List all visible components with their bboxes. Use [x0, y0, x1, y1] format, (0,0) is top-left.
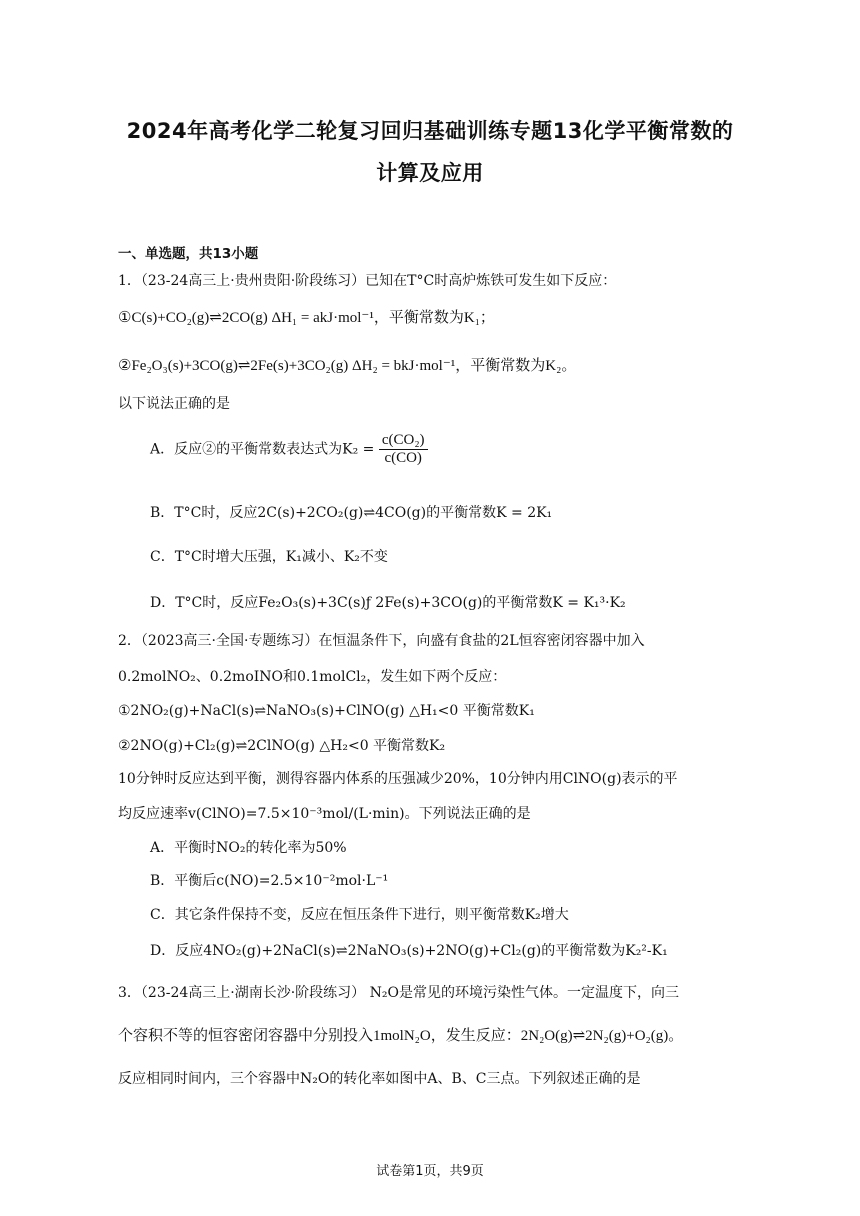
q1-option-b: B．T°C时，反应2C(s)+2CO₂(g)⇌4CO(g)的平衡常数K = 2K₁: [150, 505, 553, 521]
q1-reaction-1: [118, 306, 860, 327]
q2-stem-2: 0.2molNO₂、0.2moINO和0.1molCl₂，发生如下两个反应：: [118, 669, 507, 685]
q1-r2-equation: ②Fe₂O₃(s)+3CO(g)⇌2Fe(s)+3CO₂(g) ΔH₂ = bkJ·mol⁻¹: [118, 358, 456, 374]
q3-line-1: 3．（23-24高三上·湖南长沙·阶段练习） N₂O是常见的环境污染性气体。一定温度下，向三: [118, 985, 679, 1001]
fraction-denominator: c(CO): [384, 450, 422, 466]
q2-option-a: A．平衡时NO₂的转化率为50%: [150, 840, 347, 856]
q2-reaction-1: ①2NO₂(g)+NaCl(s)⇌NaNO₃(s)+ClNO(g) △H₁<0 平衡常数K₁: [118, 703, 535, 719]
q1-option-a: [150, 432, 860, 467]
fraction-numerator: c(CO₂): [379, 432, 428, 450]
q1-stem: 1．（23-24高三上·贵州贵阳·阶段练习）已知在T°C时高炉炼铁可发生如下反应：: [118, 273, 617, 289]
page-footer: 试卷第1页，共9页: [376, 1164, 484, 1179]
q1-option-a-text: A．反应②的平衡常数表达式为K₂ =: [150, 441, 375, 458]
q2-paragraph-1: 10分钟时反应达到平衡，测得容器内体系的压强减少20%，10分钟内用ClNO(g)表示的平: [118, 771, 678, 787]
q2-stem-1: 2．（2023高三·全国·专题练习）在恒温条件下，向盛有食盐的2L恒容密闭容器中加入: [118, 633, 645, 649]
q1-r2-tail: ，平衡常数为K₂。: [455, 358, 577, 374]
q3-line-3: 反应相同时间内，三个容器中N₂O的转化率如图中A、B、C三点。下列叙述正确的是: [118, 1071, 641, 1087]
q2-option-d: D．反应4NO₂(g)+2NaCl(s)⇌2NaNO₃(s)+2NO(g)+Cl₂(g)的平衡常数为K₂²-K₁: [150, 943, 668, 959]
q1-r1-tail: ，平衡常数为K₁；: [373, 310, 495, 326]
q3-line-2: 个容积不等的恒容密闭容器中分别投入1molN₂O，发生反应：2N₂O(g)⇌2N₂(g)+O₂(g)。: [118, 1028, 684, 1044]
q1-option-d: D．T°C时，反应Fe₂O₃(s)+3C(s)ƒ 2Fe(s)+3CO(g)的平衡常数K = K₁³·K₂: [150, 595, 626, 611]
page-title: [100, 110, 760, 194]
q1-ask: 以下说法正确的是: [118, 396, 230, 412]
q2-option-c: C．其它条件保持不变，反应在恒压条件下进行，则平衡常数K₂增大: [150, 907, 569, 923]
section-header: 一、单选题，共13小题: [118, 246, 259, 262]
q1-reaction-2: [118, 354, 860, 375]
q1-option-a-fraction: [379, 432, 428, 467]
q2-option-b: B．平衡后c(NO)=2.5×10⁻²mol·L⁻¹: [150, 873, 389, 889]
q2-reaction-2: ②2NO(g)+Cl₂(g)⇌2ClNO(g) △H₂<0 平衡常数K₂: [118, 738, 446, 754]
q2-paragraph-2: 均反应速率v(ClNO)=7.5×10⁻³mol/(L·min)。下列说法正确的是: [118, 806, 531, 822]
title-line-2: 计算及应用: [376, 161, 484, 185]
q1-option-c: C．T°C时增大压强，K₁减小、K₂不变: [150, 549, 388, 565]
q1-r1-equation: ①C(s)+CO₂(g)⇌2CO(g) ΔH₁ = akJ·mol⁻¹: [118, 310, 374, 326]
title-line-1: 2024年高考化学二轮复习回归基础训练专题13化学平衡常数的: [126, 119, 734, 143]
